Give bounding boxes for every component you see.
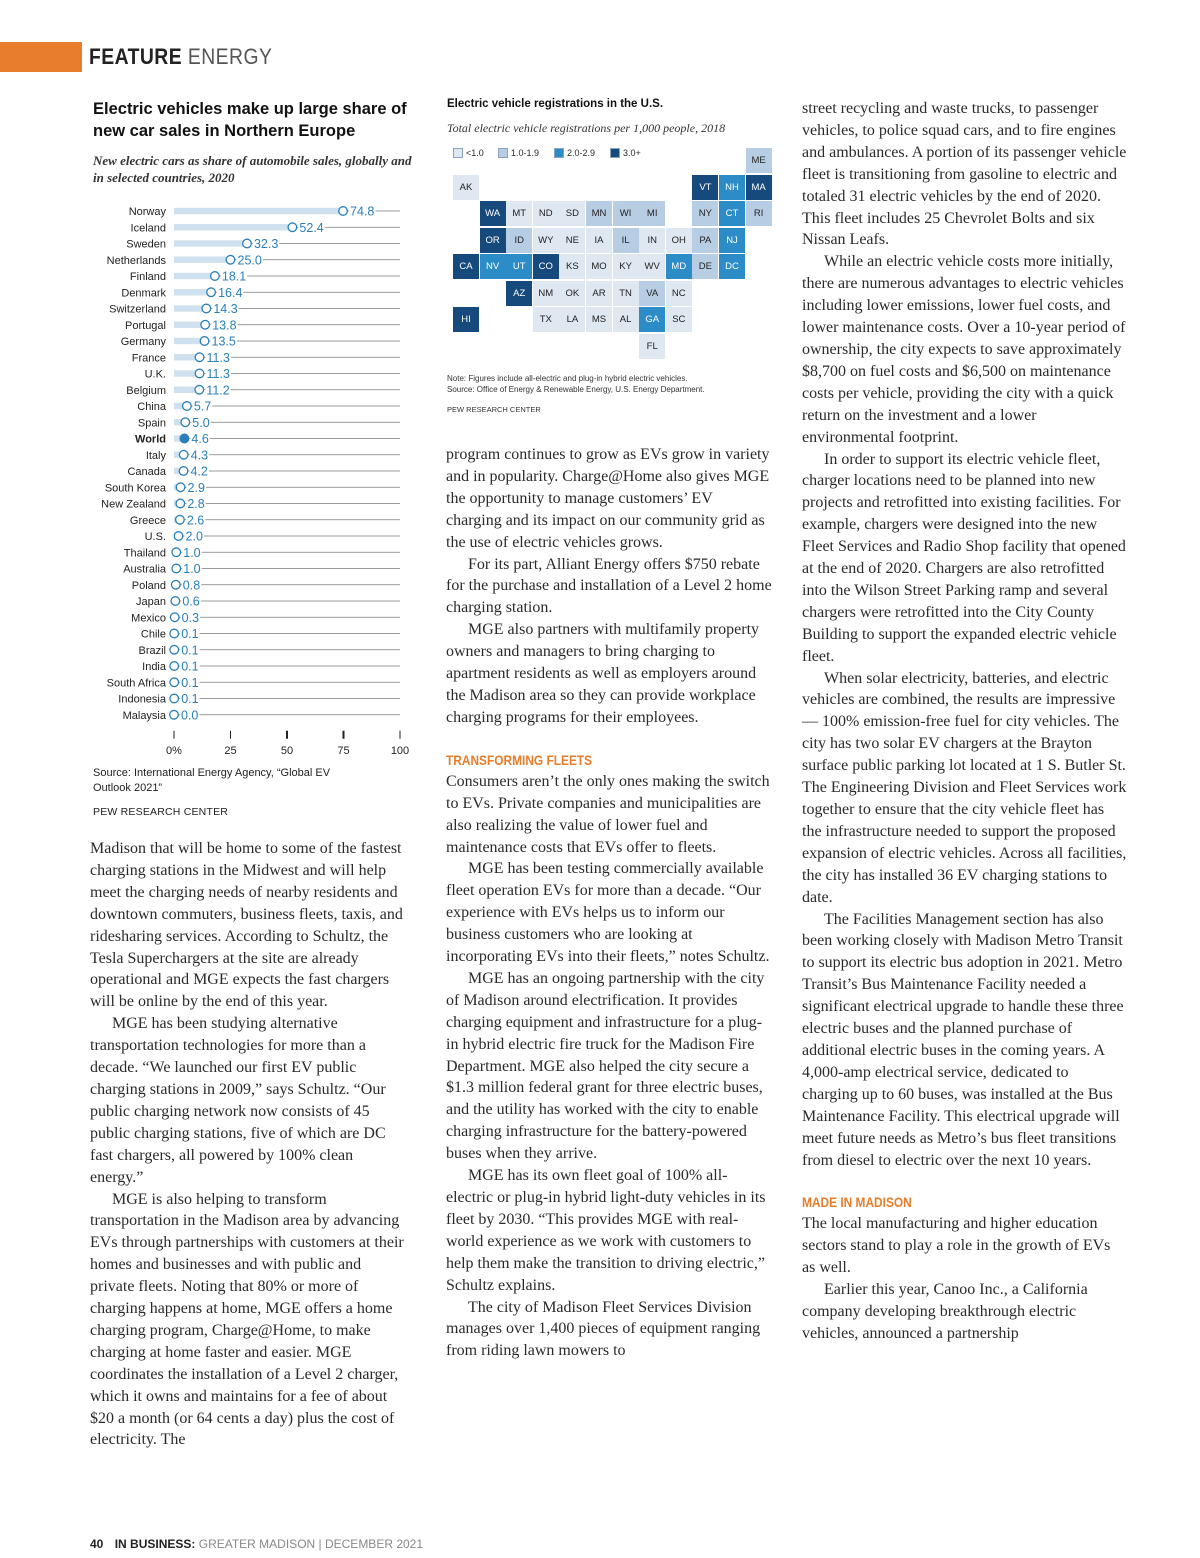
data-point [201, 320, 210, 329]
state-tile-ar: AR [586, 281, 612, 306]
legend-item [610, 148, 641, 158]
data-point [170, 645, 179, 654]
data-label: 4.2 [190, 464, 208, 479]
data-point [179, 467, 188, 476]
page-number: 40 [90, 1537, 104, 1551]
data-point [172, 580, 181, 589]
paragraph: street recycling and waste trucks, to passenger vehicles, to police squad cars, and to fire engines and ambulances. A portion of its passenger vehicle fleet is transitioning from gasoline to electric and totaled 31 electric vehicles by the end of 2020. This fleet includes 25 Chevrolet Bolts and six Nissan Leafs. [802, 100, 1127, 249]
data-label: 4.3 [190, 448, 209, 463]
state-tile-nj: NJ [719, 228, 745, 253]
paragraph: program continues to grow as EVs grow in variety and in popularity. Charge@Home also gives MGE the opportunity to manage customers’ EV charging and its impact on our community grid as the use of electric vehicles grows. [446, 446, 770, 551]
state-tile-nh: NH [719, 175, 745, 200]
chart1-subtitle: New electric cars as share of automobile sales, globally and in selected countries, 2020 [93, 153, 412, 185]
article-column-3 [802, 98, 1127, 1345]
map-subtitle: Total electric vehicle registrations per 1,000 people, 2018 [447, 121, 726, 135]
data-point [339, 207, 348, 216]
value-bar [174, 289, 211, 295]
data-label: 52.4 [299, 220, 324, 235]
state-tile-wi: WI [613, 201, 639, 226]
category-label: Finland [129, 271, 166, 283]
x-tick-label: 100 [390, 744, 410, 755]
state-tile-mn: MN [586, 201, 612, 226]
state-tile-vt: VT [692, 175, 718, 200]
x-tick-label: 0% [166, 744, 182, 755]
category-label: Portugal [125, 319, 166, 332]
data-point [179, 450, 188, 459]
data-label: 11.2 [206, 383, 230, 398]
state-tile-il: IL [613, 228, 639, 253]
state-tile-ks: KS [559, 254, 585, 279]
data-label: 13.8 [212, 318, 237, 333]
section-header [89, 44, 272, 70]
map-source-text: Source: Office of Energy & Renewable Energy, U.S. Energy Department. [447, 385, 705, 394]
category-label: Italy [145, 449, 166, 462]
category-label: Canada [127, 466, 166, 478]
state-tile-sc: SC [666, 307, 692, 332]
state-tile-ga: GA [639, 307, 665, 332]
state-tile-va: VA [639, 281, 665, 306]
state-tile-mi: MI [639, 201, 665, 226]
category-label: Iceland [130, 222, 166, 235]
x-tick-label: 50 [280, 744, 294, 755]
paragraph: While an electric vehicle costs more initially, there are numerous advantages to electric vehicles including lower emissions, lower fuel costs, and lower maintenance costs. Over a 10-year period of ownership, the city expects to save approximately $8,700 on fuel costs and $6,500 on maintenance costs per vehicle, providing the city with a quick return on the investment and a lower environmental footprint. [802, 253, 1126, 446]
value-bar [174, 240, 247, 246]
data-label: 2.9 [187, 480, 205, 495]
value-bar [174, 224, 292, 230]
category-label: India [142, 661, 166, 673]
chart1-title: Electric vehicles make up large share of new car sales in Northern Europe [93, 100, 407, 140]
category-label: Germany [120, 336, 166, 348]
data-label: 5.7 [193, 399, 212, 414]
data-point [211, 272, 220, 281]
data-label: 0.1 [181, 692, 199, 706]
state-tile-ne: NE [559, 228, 585, 253]
article-column-1 [90, 838, 408, 1451]
data-label: 11.3 [206, 350, 230, 365]
state-tile-sd: SD [559, 201, 585, 226]
legend-swatch [610, 148, 620, 158]
magazine-issue: GREATER MADISON | DECEMBER 2021 [198, 1537, 424, 1551]
data-label: 1.0 [183, 562, 201, 576]
x-tick-label: 75 [337, 744, 350, 755]
category-label: U.S. [144, 531, 166, 543]
state-tile-fl: FL [639, 334, 665, 359]
data-point [170, 678, 179, 687]
state-tile-in: IN [639, 228, 665, 253]
legend-label: 1.0-1.9 [511, 148, 540, 158]
article-column-2 [446, 444, 772, 1362]
value-bar [174, 257, 231, 263]
section-label: FEATURE [89, 44, 183, 69]
data-point [288, 223, 297, 232]
data-point [176, 499, 185, 508]
legend-swatch [453, 148, 463, 158]
paragraph: The local manufacturing and higher education sectors stand to play a role in the growth of EVs as well. [802, 1215, 1111, 1277]
state-tile-pa: PA [692, 228, 718, 253]
data-point [202, 304, 211, 313]
data-point [181, 418, 190, 427]
chart1-credit: PEW RESEARCH CENTER [93, 806, 229, 818]
state-tile-ca: CA [453, 254, 479, 279]
state-tile-nm: NM [533, 281, 559, 306]
paragraph: For its part, Alliant Energy offers $750 rebate for the purchase and installation of a Level 2 home charging station. [446, 555, 772, 617]
data-label: 2.8 [187, 497, 205, 511]
state-tile-la: LA [559, 307, 585, 332]
legend-label: <1.0 [466, 148, 484, 158]
state-tile-co: CO [533, 254, 559, 279]
section-topic: ENERGY [187, 44, 273, 69]
state-tile-hi: HI [453, 307, 479, 332]
data-point [171, 597, 180, 606]
category-label: Switzerland [109, 303, 166, 316]
category-label: Indonesia [118, 693, 166, 706]
map-credit: PEW RESEARCH CENTER [447, 405, 541, 414]
data-label: 13.5 [211, 334, 236, 349]
state-tile-ky: KY [613, 254, 639, 279]
category-label: Greece [129, 514, 166, 527]
data-point [170, 629, 179, 638]
category-label: Brazil [138, 644, 166, 657]
category-label: Japan [136, 596, 166, 608]
legend-swatch [498, 148, 508, 158]
data-point [170, 613, 179, 622]
state-tile-al: AL [613, 307, 639, 332]
category-label: Australia [123, 563, 166, 576]
category-label: China [137, 401, 166, 413]
category-label: South Africa [106, 677, 166, 690]
category-label: France [131, 352, 166, 365]
legend-item [554, 148, 595, 158]
data-label: 4.6 [191, 432, 209, 446]
state-tile-ia: IA [586, 228, 612, 253]
section-color-bar [0, 42, 82, 72]
state-tile-nc: NC [666, 281, 692, 306]
state-tile-wy: WY [533, 228, 559, 253]
data-point [195, 385, 204, 394]
state-tile-id: ID [506, 228, 532, 253]
data-point [170, 662, 179, 671]
value-bar [174, 208, 343, 214]
state-tile-ny: NY [692, 201, 718, 226]
paragraph: MGE is also helping to transform transportation in the Madison area by advancing EVs through partnerships with customers at their homes and businesses and with public and private fleets. Noting that 80% or more of charging happens at home, MGE offers a home charging program, Charge@Home, to make charging at home faster and easier. MGE coordinates the installation of a Level 2 charger, which it owns and maintains for a fee of about $20 a month (or 64 cents a day) plus the cost of electricity. The [90, 1190, 404, 1449]
data-label: 0.1 [181, 627, 199, 641]
category-label: Netherlands [106, 254, 166, 267]
category-label: Spain [137, 417, 166, 430]
category-label: Denmark [121, 287, 166, 300]
data-label: 0.0 [181, 708, 199, 723]
category-label: Malaysia [122, 709, 166, 722]
ev-share-dot-chart [90, 200, 420, 755]
state-tile-ak: AK [453, 175, 479, 200]
category-label: Mexico [131, 612, 166, 625]
paragraph: The city of Madison Fleet Services Division manages over 1,400 pieces of equipment ranging from riding lawn mowers to [446, 1298, 761, 1360]
data-label: 2.0 [185, 529, 203, 544]
data-point [176, 483, 185, 492]
category-label: Thailand [123, 547, 166, 560]
legend-item [498, 148, 539, 158]
data-point [207, 288, 216, 297]
data-label: 32.3 [253, 237, 279, 251]
data-point [170, 710, 179, 719]
paragraph: MGE also partners with multifamily property owners and managers to bring charging to apartment residents as well as employers around the Madison area so they can provide workplace charging programs for their employees. [446, 621, 760, 726]
legend-swatch [554, 148, 564, 158]
paragraph: MGE has an ongoing partnership with the city of Madison around electrification. It provides charging equipment and infrastructure for a plug-in hybrid electric fire truck for the Madison Fire Department. MGE also helped the city secure a $1.3 million federal grant for three electric buses, and the utility has worked with the city to enable charging infrastructure for the battery-powered buses when they arrive. [446, 969, 765, 1163]
state-tile-ms: MS [586, 307, 612, 332]
data-point [195, 369, 204, 378]
state-tile-ut: UT [506, 254, 532, 279]
category-label: Norway [128, 206, 166, 218]
state-tile-tx: TX [533, 307, 559, 332]
data-point [170, 694, 179, 703]
data-point [226, 255, 235, 264]
state-tile-ok: OK [559, 281, 585, 306]
paragraph: Consumers aren’t the only ones making the switch to EVs. Private companies and municipalities are also realizing the value of lower fuel and maintenance costs that EVs offer to fleets. [446, 772, 770, 856]
data-label: 5.0 [192, 415, 210, 430]
data-point [180, 434, 189, 443]
state-tile-ma: MA [746, 175, 772, 200]
state-tile-nv: NV [480, 254, 506, 279]
paragraph: Earlier this year, Canoo Inc., a California company developing breakthrough electric vehicles, announced a partnership [802, 1281, 1088, 1342]
data-point [172, 548, 181, 557]
state-tile-tn: TN [613, 281, 639, 306]
state-tile-wv: WV [639, 254, 665, 279]
data-label: 16.4 [218, 285, 243, 300]
map-note [447, 373, 767, 395]
data-label: 0.1 [181, 643, 199, 658]
paragraph: MGE has its own fleet goal of 100% all-electric or plug-in hybrid light-duty vehicles in its fleet by 2030. “This provides MGE with real-world experience as we work with customers to help them make the transition to driving electric,” Schultz explains. [446, 1167, 766, 1294]
category-label: U.K. [144, 368, 166, 381]
legend-label: 3.0+ [623, 148, 641, 158]
x-tick-label: 25 [224, 744, 237, 755]
subheading-made-in-madison: MADE IN MADISON [802, 1194, 912, 1211]
data-point [176, 515, 185, 524]
data-label: 14.3 [213, 302, 238, 316]
paragraph: When solar electricity, batteries, and electric vehicles are combined, the results are impressive — 100% emission-free fuel for city vehicles. The city has two solar EV chargers at the Brayton surface public parking lot located at 1 S. Butler St. The Engineering Division and Fleet Services work together to ensure that the city vehicle fleet has the infrastructure needed to support the proposed expansion of electric vehicles. Across all facilities, the city has installed 36 EV charging stations to date. [802, 669, 1127, 906]
category-label: Poland [131, 579, 166, 592]
data-label: 0.6 [182, 594, 200, 609]
state-tile-mo: MO [586, 254, 612, 279]
paragraph: The Facilities Management section has also been working closely with Madison Metro Transit to support its electric bus adoption in 2021. Metro Transit’s Bus Maintenance Facility needed a significant electrical upgrade to handle these three electric buses and the planned purchase of additional electric buses in the coming years. A 4,000-amp electrical service, dedicated to charging up to 60 buses, was installed at the Bus Maintenance Facility. This electrical upgrade will meet future needs as Metro’s bus fleet transitions from diesel to electric over the next 10 years. [802, 910, 1124, 1169]
state-tile-wa: WA [480, 201, 506, 226]
paragraph: MGE has been testing commercially available fleet operation EVs for more than a decade. “Our experience with EVs helps us to inform our business customers who are looking at incorporating EVs into their fleets,” notes Schultz. [446, 860, 770, 966]
state-tile-az: AZ [506, 281, 532, 306]
data-label: 0.8 [182, 578, 201, 593]
data-label: 18.1 [221, 269, 247, 284]
data-label: 1.0 [183, 545, 201, 560]
data-point [174, 532, 183, 541]
value-bar [174, 273, 215, 279]
data-label: 74.8 [350, 204, 375, 219]
subheading-transforming-fleets: TRANSFORMING FLEETS [446, 751, 593, 768]
legend-item [453, 148, 484, 158]
category-label: Sweden [126, 238, 166, 251]
data-label: 25.0 [237, 253, 262, 268]
state-tile-oh: OH [666, 228, 692, 253]
category-label: Chile [140, 628, 166, 641]
state-tile-me: ME [746, 148, 772, 173]
category-label: New Zealand [101, 498, 166, 511]
data-label: 0.1 [181, 675, 199, 690]
state-tile-md: MD [666, 254, 692, 279]
chart1-source: Source: International Energy Agency, “Global EV Outlook 2021” [93, 767, 331, 794]
state-tile-ri: RI [746, 201, 772, 226]
data-label: 0.1 [181, 659, 199, 674]
magazine-name: IN BUSINESS: [114, 1537, 196, 1551]
data-point [243, 239, 252, 248]
category-label: Belgium [126, 384, 166, 397]
data-label: 0.3 [181, 610, 200, 625]
page-footer [90, 1537, 423, 1551]
state-tile-or: OR [480, 228, 506, 253]
state-tile-ct: CT [719, 201, 745, 226]
state-tile-mt: MT [506, 201, 532, 226]
map-title: Electric vehicle registrations in the U.S. [447, 98, 664, 110]
data-point [195, 353, 204, 362]
category-label: South Korea [104, 482, 166, 495]
paragraph: MGE has been studying alternative transportation technologies for more than a decade. “We launched our first EV public charging stations in 2009,” says Schultz. “Our public charging network now consists of 45 public charging stations, five of which are DC fast chargers, all powered by 100% clean energy.” [90, 1015, 386, 1186]
state-tile-nd: ND [533, 201, 559, 226]
paragraph: In order to support its electric vehicle fleet, charger locations need to be planned into new projects and retrofitted into existing facilities. For example, chargers were designed into the new Fleet Services and Radio Shop facility that opened at the end of 2020. Chargers are also retrofitted into the Wilson Street Parking ramp and several chargers were retrofitted into the City County Building to support the expanded electric vehicle fleet. [802, 450, 1126, 665]
data-point [200, 337, 209, 346]
map-note-text: Note: Figures include all-electric and plug-in hybrid electric vehicles. [447, 374, 688, 383]
data-point [172, 564, 181, 573]
data-point [183, 402, 192, 411]
category-label: World [135, 433, 166, 446]
data-label: 2.6 [186, 513, 205, 528]
state-tile-dc: DC [719, 254, 745, 279]
data-label: 11.3 [206, 367, 230, 381]
state-tile-de: DE [692, 254, 718, 279]
paragraph: Madison that will be home to some of the fastest charging stations in the Midwest and will help meet the charging needs of nearby residents and downtown commuters, business fleets, taxis, and ridesharing services. According to Schultz, the Tesla Superchargers at the site are already operational and MGE expects the fast chargers will be online by the end of this year. [90, 840, 403, 1011]
legend-label: 2.0-2.9 [567, 148, 596, 158]
